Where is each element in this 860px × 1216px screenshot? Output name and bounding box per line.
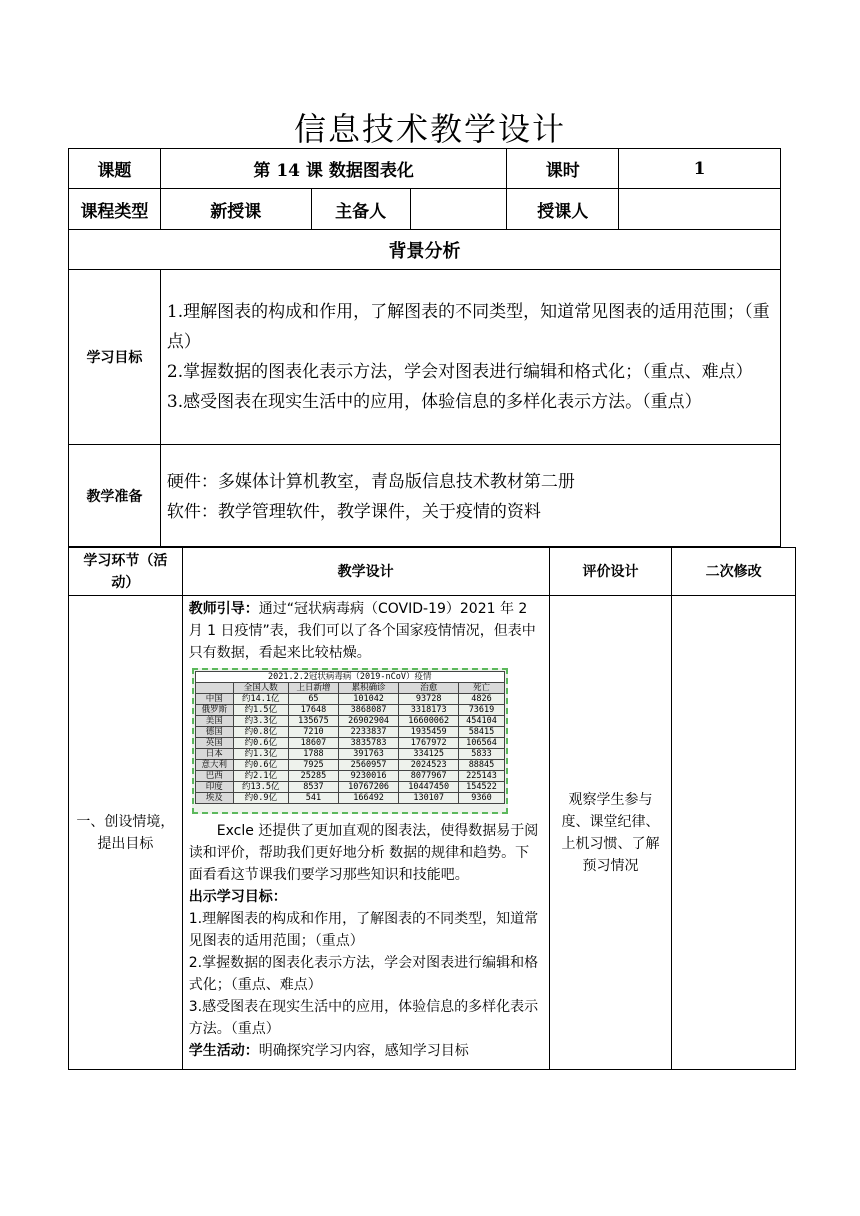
teacher-label: 授课人 [507,189,619,230]
hours-value: 1 [619,149,781,189]
epidemic-table-cell: 7210 [288,727,338,738]
epidemic-table-row [195,771,504,782]
epidemic-table-cell: 英国 [195,738,233,749]
preparation-label: 教学准备 [69,445,161,547]
epidemic-table-cell: 225143 [459,771,504,782]
stage-cell: 一、创设情境，提出目标 [69,596,183,1070]
course-type-value: 新授课 [160,189,311,230]
topic-label: 课题 [69,149,161,189]
document-title: 信息技术教学设计 [293,110,566,148]
col-header: 死亡 [459,683,504,694]
col-header: 全国人数 [233,683,288,694]
design-goal-item: 3.感受图表在现实生活中的应用，体验信息的多样化表示方法。（重点） [188,999,539,1037]
epidemic-table-cell: 约0.6亿 [233,738,288,749]
epidemic-table-cell: 2233837 [339,727,399,738]
epidemic-table-cell: 10447450 [399,782,459,793]
goals-list [160,270,780,445]
epidemic-table-row [195,793,504,804]
epidemic-table-cell: 334125 [399,749,459,760]
lesson-info-table [68,148,781,547]
epidemic-table-cell: 93728 [399,694,459,705]
epidemic-table-cell: 8077967 [399,771,459,782]
goal-item: 3.感受图表在现实生活中的应用，体验信息的多样化表示方法。（重点） [166,392,702,412]
epidemic-table-cell: 9360 [459,793,504,804]
design-cell [182,596,549,1070]
epidemic-table-caption: 2021.2.2冠状病毒病（2019-nCoV）疫情 [195,672,504,683]
background-heading: 背景分析 [69,230,781,270]
preparer-value [410,189,507,230]
epidemic-table-cell: 541 [288,793,338,804]
epidemic-table-cell: 约3.3亿 [233,716,288,727]
epidemic-table-row [195,782,504,793]
epidemic-table-cell: 巴西 [195,771,233,782]
preparer-label: 主备人 [311,189,410,230]
epidemic-table-cell: 印度 [195,782,233,793]
epidemic-table-row [195,738,504,749]
epidemic-table-cell: 1935459 [399,727,459,738]
epidemic-table-row [195,760,504,771]
epidemic-table-cell: 154522 [459,782,504,793]
epidemic-table-cell: 25285 [288,771,338,782]
epidemic-table-cell: 俄罗斯 [195,705,233,716]
epidemic-table-cell: 约0.9亿 [233,793,288,804]
epidemic-table-cell: 26902904 [339,716,399,727]
epidemic-table-cell: 58415 [459,727,504,738]
evaluation-cell: 观察学生参与度、课堂纪律、上机习惯、了解预习情况 [549,596,672,1070]
epidemic-table-cell: 埃及 [195,793,233,804]
epidemic-table-cell: 约2.1亿 [233,771,288,782]
epidemic-table-cell: 意大利 [195,760,233,771]
epidemic-table-cell: 130107 [399,793,459,804]
epidemic-table-cell: 约0.8亿 [233,727,288,738]
student-label: 学生活动： [188,1043,259,1059]
epidemic-table-cell: 166492 [339,793,399,804]
guide-label: 教师引导： [188,601,259,617]
hours-label: 课时 [507,149,619,189]
epidemic-table-cell: 16600062 [399,716,459,727]
epidemic-table-cell: 1767972 [399,738,459,749]
epidemic-table-cell: 106564 [459,738,504,749]
epidemic-table-row [195,694,504,705]
col-header [195,683,233,694]
epidemic-table-row [195,727,504,738]
epidemic-table-cell: 美国 [195,716,233,727]
epidemic-table-row [195,749,504,760]
epidemic-table-cell: 17648 [288,705,338,716]
epidemic-table-cell: 7925 [288,760,338,771]
goal-item: 2.掌握数据的图表化表示方法，学会对图表进行编辑和格式化；（重点、难点） [166,362,753,382]
guide-text: 通过“冠状病毒病（COVID-19）2021 年 2 月 1 日疫情”表，我们可以了各个国家疫情情况，但表中只有数据，看起来比较枯燥。 [188,601,536,661]
teacher-value [619,189,781,230]
epidemic-table-cell: 4826 [459,694,504,705]
student-text: 明确探究学习内容，感知学习目标 [258,1043,469,1059]
header-revision: 二次修改 [672,548,796,596]
excel-paragraph: Excle 还提供了更加直观的图表法，使得数据易于阅读和评价，帮助我们更好地分析 数据的规律和趋势。下面看看这节课我们要学习那些知识和技能吧。 [188,823,539,883]
epidemic-table-cell: 9230016 [339,771,399,782]
epidemic-table-cell: 454104 [459,716,504,727]
topic-value: 第 14 课 数据图表化 [160,149,506,189]
epidemic-table-cell: 约14.1亿 [233,694,288,705]
epidemic-table-cell: 约13.5亿 [233,782,288,793]
col-header: 治愈 [399,683,459,694]
epidemic-table-cell: 65 [288,694,338,705]
preparation-content [160,445,780,547]
epidemic-table-row [195,716,504,727]
design-goal-item: 1.理解图表的构成和作用，了解图表的不同类型，知道常见图表的适用范围；（重点） [188,911,539,949]
revision-cell [672,596,796,1070]
goal-item: 1.理解图表的构成和作用，了解图表的不同类型，知道常见图表的适用范围；（重点） [166,302,770,352]
epidemic-table-cell: 73619 [459,705,504,716]
epidemic-table-row [195,705,504,716]
epidemic-table-cell: 德国 [195,727,233,738]
goals-heading: 出示学习目标： [188,889,287,905]
col-header: 上日新增 [288,683,338,694]
epidemic-data-table-image [192,668,508,814]
epidemic-table-cell: 5833 [459,749,504,760]
course-type-label: 课程类型 [69,189,161,230]
epidemic-table-cell: 2024523 [399,760,459,771]
prep-hardware: 硬件：多媒体计算机教室，青岛版信息技术教材第二册 [166,471,575,492]
epidemic-table-cell: 约1.5亿 [233,705,288,716]
epidemic-table-cell: 中国 [195,694,233,705]
col-header: 累积确诊 [339,683,399,694]
epidemic-table-cell: 3868087 [339,705,399,716]
design-goal-item: 2.掌握数据的图表化表示方法，学会对图表进行编辑和格式化；（重点、难点） [188,955,539,993]
epidemic-table-cell: 18607 [288,738,338,749]
epidemic-table-cell: 约0.6亿 [233,760,288,771]
epidemic-table-cell: 2560957 [339,760,399,771]
activity-table [68,547,796,1070]
header-stage: 学习环节（活动） [69,548,183,596]
epidemic-table-cell: 391763 [339,749,399,760]
epidemic-table-cell: 约1.3亿 [233,749,288,760]
epidemic-table-cell: 101042 [339,694,399,705]
epidemic-table-cell: 3318173 [399,705,459,716]
epidemic-table [195,671,505,804]
epidemic-table-cell: 8537 [288,782,338,793]
epidemic-table-cell: 1788 [288,749,338,760]
prep-software: 软件：教学管理软件，教学课件，关于疫情的资料 [166,501,541,522]
epidemic-table-cell: 88845 [459,760,504,771]
header-design: 教学设计 [182,548,549,596]
epidemic-table-cell: 10767206 [339,782,399,793]
header-evaluation: 评价设计 [549,548,672,596]
epidemic-table-body [195,694,504,804]
epidemic-table-cell: 135675 [288,716,338,727]
goals-label: 学习目标 [69,270,161,445]
epidemic-table-cell: 日本 [195,749,233,760]
epidemic-table-cell: 3835783 [339,738,399,749]
